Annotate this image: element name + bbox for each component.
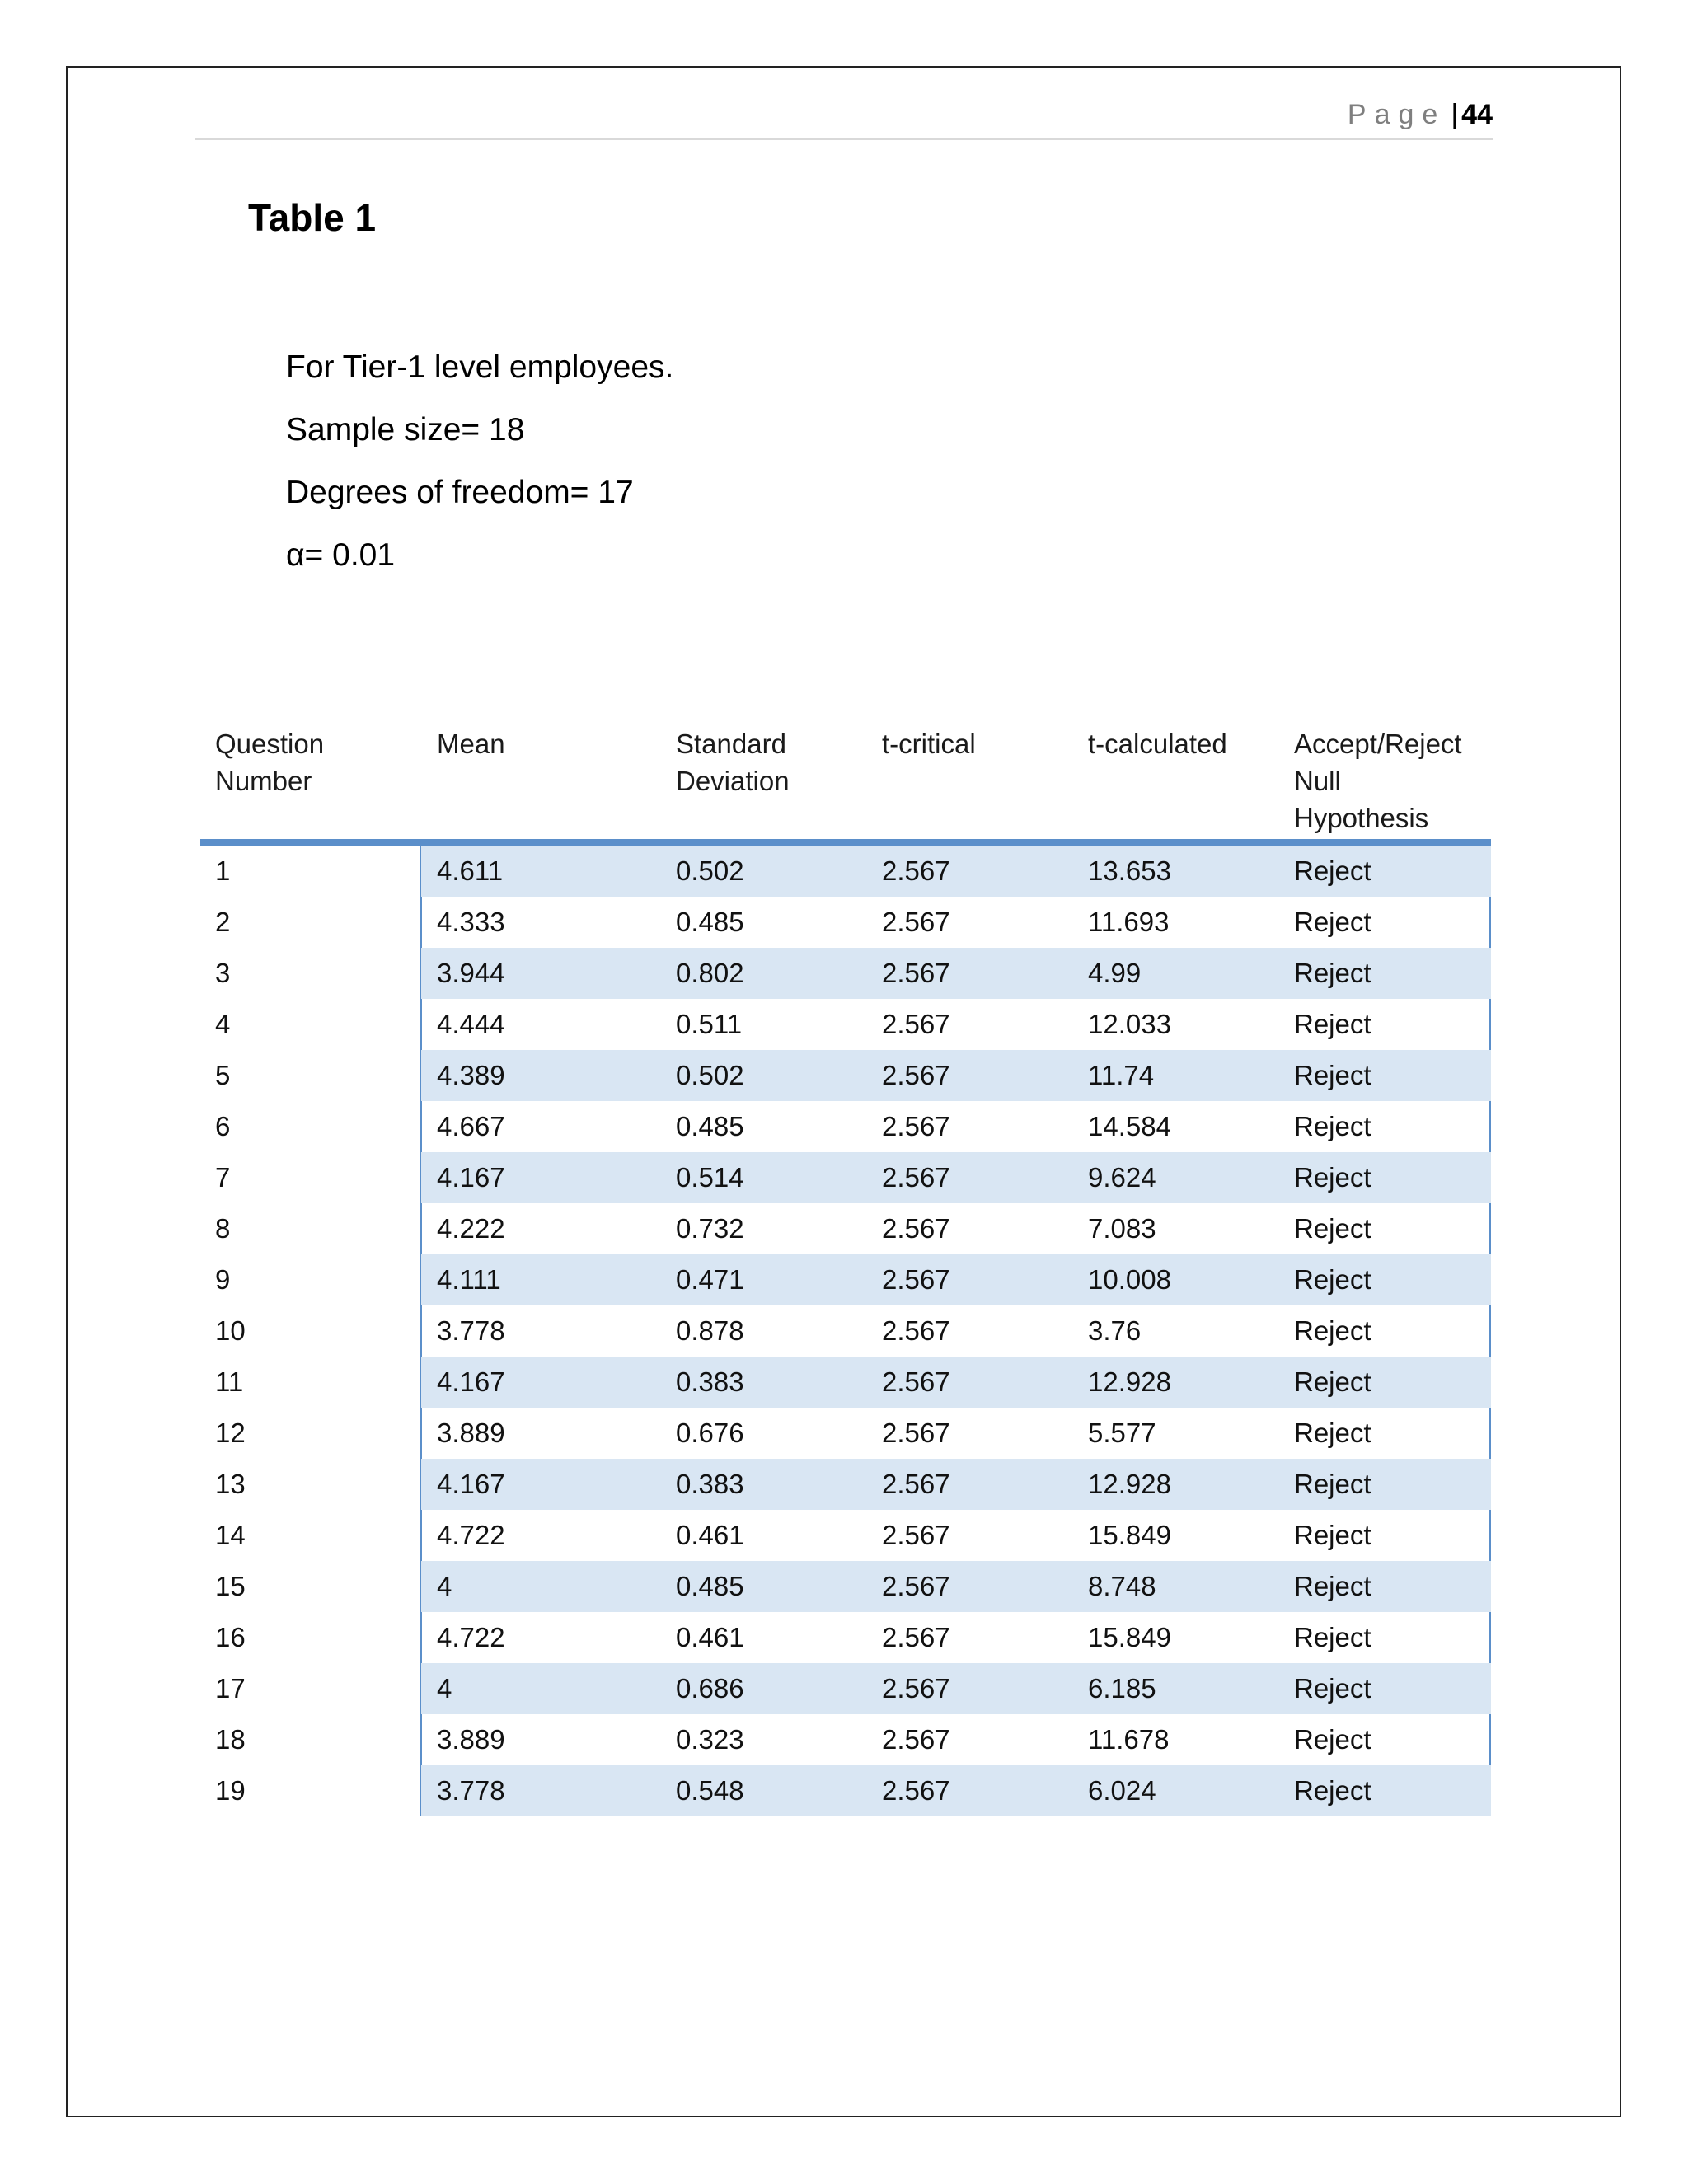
cell-decision: Reject bbox=[1294, 1520, 1372, 1550]
cell-t-critical: 2.567 bbox=[882, 958, 950, 988]
info-sample-size: Sample size= 18 bbox=[286, 412, 525, 448]
table-row bbox=[200, 948, 1491, 999]
table-row bbox=[200, 1561, 1491, 1612]
header-line: Accept/Reject bbox=[1294, 729, 1462, 759]
header-mean bbox=[437, 725, 505, 762]
info-degrees-of-freedom: Degrees of freedom= 17 bbox=[286, 475, 634, 510]
cell-mean: 3.778 bbox=[437, 1775, 505, 1806]
cell-decision: Reject bbox=[1294, 1571, 1372, 1601]
header-line: Mean bbox=[437, 729, 505, 759]
cell-t-critical: 2.567 bbox=[882, 1724, 950, 1755]
cell-standard-deviation: 0.461 bbox=[676, 1622, 744, 1652]
cell-question-number: 17 bbox=[215, 1673, 246, 1704]
cell-question-number: 7 bbox=[215, 1162, 231, 1193]
cell-t-calculated: 4.99 bbox=[1088, 958, 1142, 988]
cell-standard-deviation: 0.686 bbox=[676, 1673, 744, 1704]
header-line: Standard bbox=[676, 729, 786, 759]
cell-question-number: 9 bbox=[215, 1264, 231, 1295]
table-row bbox=[200, 1152, 1491, 1203]
cell-mean: 4.222 bbox=[437, 1213, 505, 1244]
table-row bbox=[200, 1101, 1491, 1152]
table-row bbox=[200, 1612, 1491, 1663]
header-line: t-critical bbox=[882, 729, 976, 759]
cell-t-calculated: 9.624 bbox=[1088, 1162, 1156, 1193]
cell-question-number: 4 bbox=[215, 1009, 231, 1039]
cell-question-number: 18 bbox=[215, 1724, 246, 1755]
cell-question-number: 11 bbox=[215, 1366, 244, 1397]
header-line: t-calculated bbox=[1088, 729, 1227, 759]
cell-mean: 3.778 bbox=[437, 1315, 505, 1346]
cell-question-number: 5 bbox=[215, 1060, 231, 1090]
cell-t-critical: 2.567 bbox=[882, 1469, 950, 1499]
cell-t-critical: 2.567 bbox=[882, 1264, 950, 1295]
cell-mean: 4.722 bbox=[437, 1622, 505, 1652]
info-alpha: α= 0.01 bbox=[286, 537, 396, 573]
cell-t-critical: 2.567 bbox=[882, 1315, 950, 1346]
header-line: Deviation bbox=[676, 766, 790, 796]
cell-mean: 4.722 bbox=[437, 1520, 505, 1550]
cell-standard-deviation: 0.383 bbox=[676, 1469, 744, 1499]
cell-question-number: 6 bbox=[215, 1111, 231, 1141]
cell-decision: Reject bbox=[1294, 1060, 1372, 1090]
cell-decision: Reject bbox=[1294, 1724, 1372, 1755]
cell-t-critical: 2.567 bbox=[882, 1673, 950, 1704]
cell-standard-deviation: 0.676 bbox=[676, 1418, 744, 1448]
cell-standard-deviation: 0.323 bbox=[676, 1724, 744, 1755]
cell-standard-deviation: 0.485 bbox=[676, 1571, 744, 1601]
cell-decision: Reject bbox=[1294, 958, 1372, 988]
cell-t-calculated: 8.748 bbox=[1088, 1571, 1156, 1601]
cell-t-calculated: 6.185 bbox=[1088, 1673, 1156, 1704]
cell-t-calculated: 12.033 bbox=[1088, 1009, 1171, 1039]
results-table bbox=[200, 717, 1491, 1816]
cell-t-calculated: 15.849 bbox=[1088, 1622, 1171, 1652]
cell-standard-deviation: 0.502 bbox=[676, 1060, 744, 1090]
cell-t-critical: 2.567 bbox=[882, 1622, 950, 1652]
cell-mean: 4.444 bbox=[437, 1009, 505, 1039]
cell-mean: 4.333 bbox=[437, 907, 505, 937]
page-header bbox=[195, 99, 1493, 140]
cell-question-number: 16 bbox=[215, 1622, 246, 1652]
cell-t-calculated: 12.928 bbox=[1088, 1469, 1171, 1499]
header-line: Question bbox=[215, 729, 325, 759]
cell-standard-deviation: 0.485 bbox=[676, 907, 744, 937]
cell-t-calculated: 10.008 bbox=[1088, 1264, 1171, 1295]
cell-t-calculated: 11.678 bbox=[1088, 1724, 1170, 1755]
table-row bbox=[200, 846, 1491, 897]
cell-mean: 3.889 bbox=[437, 1418, 505, 1448]
cell-mean: 4 bbox=[437, 1571, 452, 1601]
cell-mean: 4 bbox=[437, 1673, 452, 1704]
table-title: Table 1 bbox=[248, 196, 377, 239]
table-row bbox=[200, 1663, 1491, 1714]
cell-mean: 3.889 bbox=[437, 1724, 505, 1755]
header-line: Null bbox=[1294, 766, 1341, 796]
cell-mean: 4.111 bbox=[437, 1264, 501, 1295]
cell-standard-deviation: 0.502 bbox=[676, 855, 744, 886]
cell-mean: 4.167 bbox=[437, 1162, 505, 1193]
table-row bbox=[200, 1765, 1491, 1816]
header-line: Number bbox=[215, 766, 312, 796]
cell-t-calculated: 15.849 bbox=[1088, 1520, 1171, 1550]
cell-mean: 4.389 bbox=[437, 1060, 505, 1090]
cell-decision: Reject bbox=[1294, 1162, 1372, 1193]
table-row bbox=[200, 897, 1491, 948]
table-row bbox=[200, 999, 1491, 1050]
cell-t-critical: 2.567 bbox=[882, 1418, 950, 1448]
table-row bbox=[200, 1510, 1491, 1561]
cell-t-critical: 2.567 bbox=[882, 1571, 950, 1601]
table-row bbox=[200, 1050, 1491, 1101]
cell-t-calculated: 6.024 bbox=[1088, 1775, 1156, 1806]
table-row bbox=[200, 1459, 1491, 1510]
cell-decision: Reject bbox=[1294, 1264, 1372, 1295]
cell-t-critical: 2.567 bbox=[882, 855, 950, 886]
header-question-number bbox=[215, 725, 324, 799]
cell-t-critical: 2.567 bbox=[882, 1213, 950, 1244]
table-row bbox=[200, 1305, 1491, 1357]
cell-mean: 3.944 bbox=[437, 958, 505, 988]
cell-standard-deviation: 0.471 bbox=[676, 1264, 744, 1295]
cell-decision: Reject bbox=[1294, 1315, 1372, 1346]
cell-t-calculated: 5.577 bbox=[1088, 1418, 1156, 1448]
cell-decision: Reject bbox=[1294, 855, 1372, 886]
cell-standard-deviation: 0.878 bbox=[676, 1315, 744, 1346]
cell-t-critical: 2.567 bbox=[882, 1520, 950, 1550]
cell-t-calculated: 14.584 bbox=[1088, 1111, 1171, 1141]
cell-question-number: 2 bbox=[215, 907, 231, 937]
header-t-critical bbox=[882, 725, 976, 762]
cell-question-number: 15 bbox=[215, 1571, 246, 1601]
cell-t-critical: 2.567 bbox=[882, 1111, 950, 1141]
cell-standard-deviation: 0.485 bbox=[676, 1111, 744, 1141]
table-header bbox=[200, 717, 1491, 846]
info-group-line: For Tier-1 level employees. bbox=[286, 349, 674, 385]
cell-standard-deviation: 0.802 bbox=[676, 958, 744, 988]
cell-standard-deviation: 0.732 bbox=[676, 1213, 744, 1244]
cell-mean: 4.167 bbox=[437, 1366, 505, 1397]
table-row bbox=[200, 1408, 1491, 1459]
cell-t-calculated: 7.083 bbox=[1088, 1213, 1156, 1244]
cell-question-number: 8 bbox=[215, 1213, 231, 1244]
table-info bbox=[286, 336, 673, 587]
cell-mean: 4.611 bbox=[437, 855, 504, 886]
page-separator: | bbox=[1451, 99, 1459, 130]
cell-t-critical: 2.567 bbox=[882, 1009, 950, 1039]
cell-decision: Reject bbox=[1294, 1366, 1372, 1397]
table-row bbox=[200, 1714, 1491, 1765]
cell-t-critical: 2.567 bbox=[882, 907, 950, 937]
header-standard-deviation bbox=[676, 725, 790, 799]
header-line: Hypothesis bbox=[1294, 803, 1429, 833]
cell-question-number: 10 bbox=[215, 1315, 246, 1346]
cell-decision: Reject bbox=[1294, 1111, 1372, 1141]
table-row bbox=[200, 1357, 1491, 1408]
cell-t-critical: 2.567 bbox=[882, 1366, 950, 1397]
header-accept-reject bbox=[1294, 725, 1462, 837]
cell-standard-deviation: 0.514 bbox=[676, 1162, 744, 1193]
cell-t-critical: 2.567 bbox=[882, 1775, 950, 1806]
cell-question-number: 13 bbox=[215, 1469, 246, 1499]
page-label: Page bbox=[1347, 99, 1447, 130]
cell-standard-deviation: 0.461 bbox=[676, 1520, 744, 1550]
cell-mean: 4.167 bbox=[437, 1469, 505, 1499]
cell-t-calculated: 11.74 bbox=[1088, 1060, 1155, 1090]
cell-mean: 4.667 bbox=[437, 1111, 505, 1141]
cell-decision: Reject bbox=[1294, 1775, 1372, 1806]
cell-decision: Reject bbox=[1294, 1673, 1372, 1704]
cell-standard-deviation: 0.383 bbox=[676, 1366, 744, 1397]
page-number: 44 bbox=[1461, 99, 1493, 130]
cell-question-number: 12 bbox=[215, 1418, 246, 1448]
cell-decision: Reject bbox=[1294, 1213, 1372, 1244]
table-body bbox=[200, 846, 1491, 1816]
cell-decision: Reject bbox=[1294, 1469, 1372, 1499]
cell-decision: Reject bbox=[1294, 1418, 1372, 1448]
cell-decision: Reject bbox=[1294, 907, 1372, 937]
cell-decision: Reject bbox=[1294, 1009, 1372, 1039]
cell-question-number: 1 bbox=[215, 855, 231, 886]
cell-t-critical: 2.567 bbox=[882, 1060, 950, 1090]
header-t-calculated bbox=[1088, 725, 1227, 762]
cell-t-calculated: 11.693 bbox=[1088, 907, 1170, 937]
cell-question-number: 19 bbox=[215, 1775, 246, 1806]
cell-standard-deviation: 0.511 bbox=[676, 1009, 743, 1039]
cell-t-calculated: 13.653 bbox=[1088, 855, 1171, 886]
table-row bbox=[200, 1203, 1491, 1254]
cell-question-number: 3 bbox=[215, 958, 231, 988]
cell-t-calculated: 3.76 bbox=[1088, 1315, 1142, 1346]
cell-t-calculated: 12.928 bbox=[1088, 1366, 1171, 1397]
cell-decision: Reject bbox=[1294, 1622, 1372, 1652]
cell-question-number: 14 bbox=[215, 1520, 246, 1550]
cell-t-critical: 2.567 bbox=[882, 1162, 950, 1193]
cell-standard-deviation: 0.548 bbox=[676, 1775, 744, 1806]
table-row bbox=[200, 1254, 1491, 1305]
